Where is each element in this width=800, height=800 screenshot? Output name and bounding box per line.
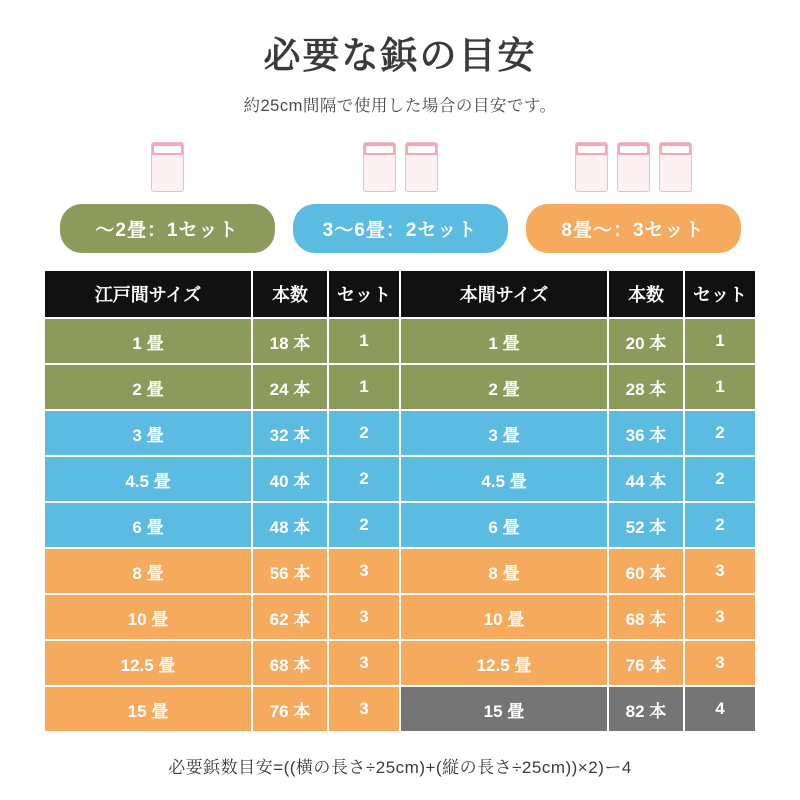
pack-images-2 [363,134,438,192]
page-subtitle: 約25cm間隔で使用した場合の目安です。 [243,97,557,116]
cell-edoma-count: 32 本 [252,410,328,456]
cell-honma-set: 1 [684,364,756,410]
table-row [44,594,756,640]
cell-edoma-count: 56 本 [252,548,328,594]
cell-honma-count: 68 本 [608,594,684,640]
cell-honma-size: 8 畳 [400,548,608,594]
cell-honma-set: 3 [684,594,756,640]
cell-edoma-set: 3 [328,594,400,640]
cell-honma-set: 3 [684,548,756,594]
cell-edoma-size: 4.5 畳 [44,456,252,502]
cell-honma-set: 3 [684,640,756,686]
table-body [44,318,756,732]
cell-edoma-size: 3 畳 [44,410,252,456]
cell-honma-count: 52 本 [608,502,684,548]
table-row [44,410,756,456]
cell-honma-set: 2 [684,502,756,548]
tatami-guide-table [43,269,757,733]
table-row [44,640,756,686]
pack-label-strip [154,146,181,153]
cell-honma-size: 10 畳 [400,594,608,640]
cell-honma-size: 6 畳 [400,502,608,548]
pack-body [579,157,604,188]
header-edoma-set: セット [328,270,400,318]
cell-edoma-count: 24 本 [252,364,328,410]
cell-honma-count: 20 本 [608,318,684,364]
cell-edoma-size: 8 畳 [44,548,252,594]
cell-honma-size: 2 畳 [400,364,608,410]
cell-honma-count: 44 本 [608,456,684,502]
formula-note: 必要鋲数目安=((横の長さ÷25cm)+(縦の長さ÷25cm))×2)ー4 [168,758,632,778]
cell-edoma-set: 1 [328,318,400,364]
cell-honma-count: 36 本 [608,410,684,456]
cell-honma-set: 2 [684,410,756,456]
legend-row [0,134,800,253]
cell-edoma-set: 3 [328,548,400,594]
cell-honma-size: 3 畳 [400,410,608,456]
legend-badge-1: 〜2畳：1セット [60,204,275,253]
pack-images-1 [151,134,184,192]
pack-body [621,157,646,188]
cell-honma-size: 1 畳 [400,318,608,364]
cell-honma-count: 60 本 [608,548,684,594]
cell-honma-count: 76 本 [608,640,684,686]
pack-label-strip [578,146,605,153]
table-row [44,318,756,364]
cell-honma-set: 1 [684,318,756,364]
header-edoma-size: 江戸間サイズ [44,270,252,318]
pack-label-strip [408,146,435,153]
table-header [44,270,756,318]
cell-edoma-size: 1 畳 [44,318,252,364]
cell-edoma-size: 15 畳 [44,686,252,732]
cell-edoma-set: 2 [328,502,400,548]
legend-group-2 [284,134,517,253]
cell-honma-size: 12.5 畳 [400,640,608,686]
cell-honma-set: 4 [684,686,756,732]
pack-label-strip [366,146,393,153]
cell-edoma-size: 10 畳 [44,594,252,640]
table-row [44,502,756,548]
pack-icon [617,142,650,192]
legend-badge-2: 3〜6畳：2セット [293,204,508,253]
cell-edoma-count: 48 本 [252,502,328,548]
pack-body [409,157,434,188]
table-row [44,548,756,594]
pack-body [367,157,392,188]
header-edoma-count: 本数 [252,270,328,318]
cell-edoma-set: 2 [328,410,400,456]
pack-icon [363,142,396,192]
pack-icon [575,142,608,192]
cell-edoma-count: 76 本 [252,686,328,732]
pack-icon [151,142,184,192]
cell-edoma-count: 62 本 [252,594,328,640]
table-header-row [44,270,756,318]
cell-honma-size: 4.5 畳 [400,456,608,502]
cell-edoma-count: 18 本 [252,318,328,364]
table-row [44,456,756,502]
cell-honma-size: 15 畳 [400,686,608,732]
header-honma-set: セット [684,270,756,318]
pack-images-3 [575,134,692,192]
cell-edoma-set: 1 [328,364,400,410]
cell-edoma-size: 2 畳 [44,364,252,410]
pack-label-strip [662,146,689,153]
cell-honma-count: 82 本 [608,686,684,732]
pack-icon [405,142,438,192]
cell-honma-count: 28 本 [608,364,684,410]
cell-honma-set: 2 [684,456,756,502]
cell-edoma-size: 6 畳 [44,502,252,548]
header-honma-size: 本間サイズ [400,270,608,318]
table-row [44,686,756,732]
legend-group-1 [51,134,284,253]
pack-icon [659,142,692,192]
pack-body [663,157,688,188]
cell-edoma-set: 3 [328,640,400,686]
legend-group-3 [517,134,750,253]
legend-badge-3: 8畳〜：3セット [526,204,741,253]
table-row [44,364,756,410]
page-title: 必要な鋲の目安 [263,35,537,76]
cell-edoma-set: 2 [328,456,400,502]
cell-edoma-count: 68 本 [252,640,328,686]
cell-edoma-set: 3 [328,686,400,732]
pack-label-strip [620,146,647,153]
cell-edoma-count: 40 本 [252,456,328,502]
header-honma-count: 本数 [608,270,684,318]
cell-edoma-size: 12.5 畳 [44,640,252,686]
pack-body [155,157,180,188]
